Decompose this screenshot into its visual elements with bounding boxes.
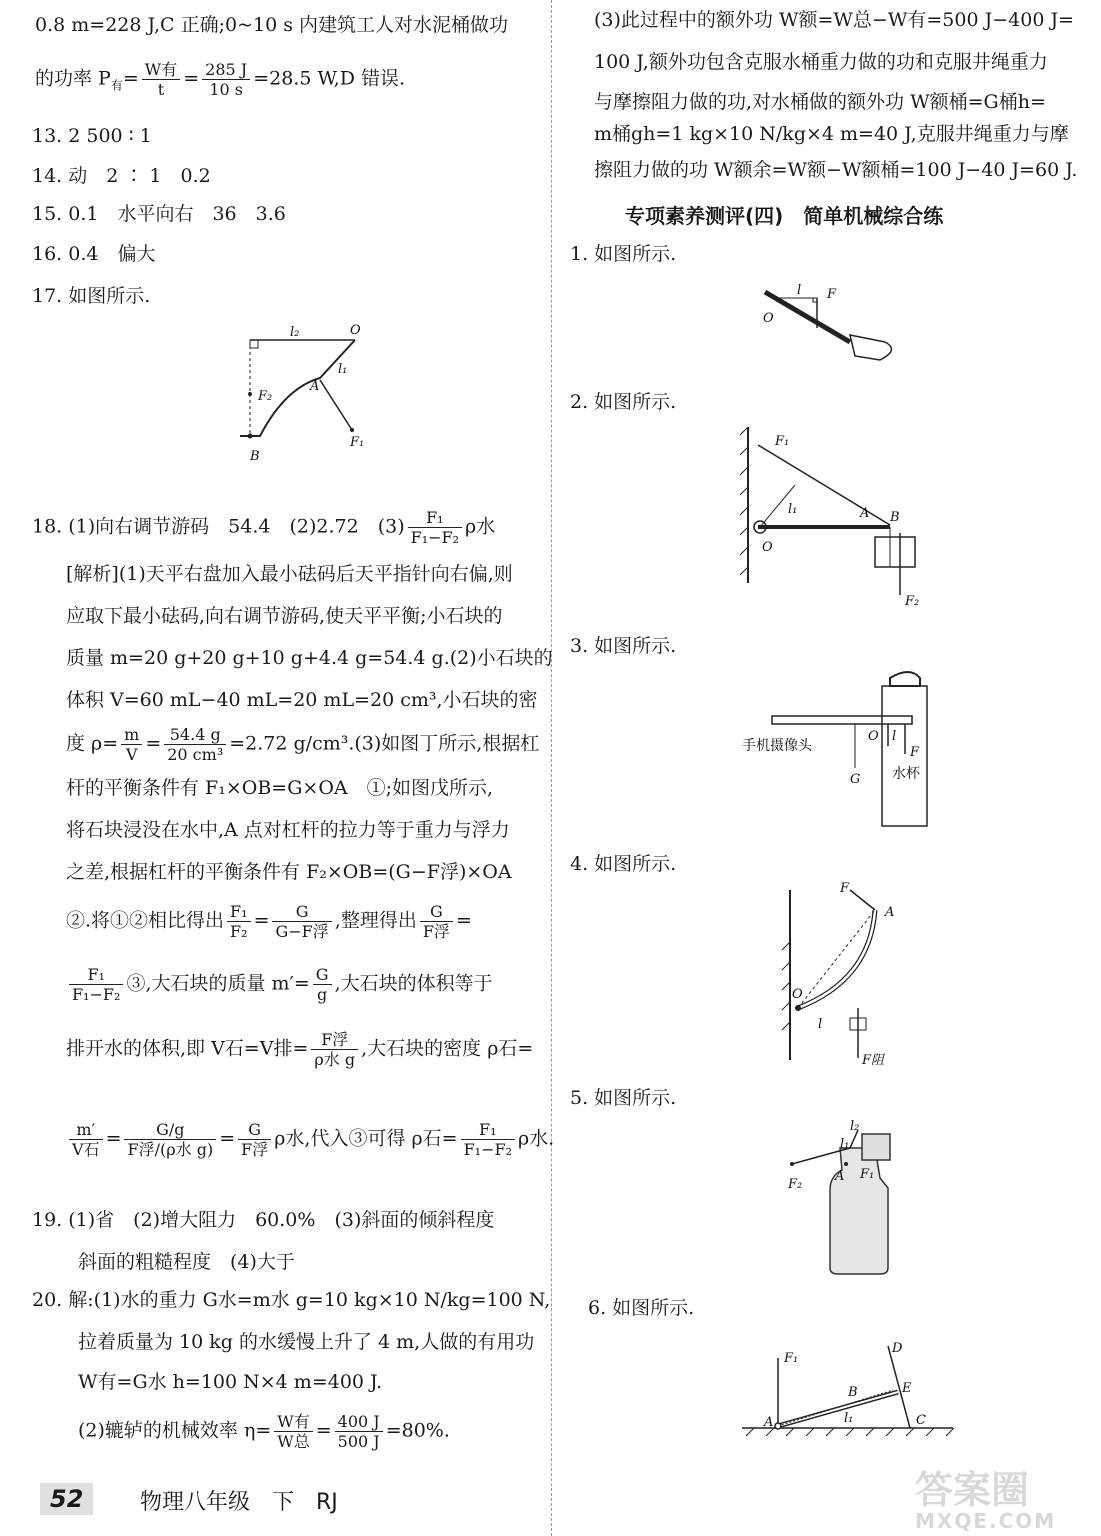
answer-20: 20. 解:(1)水的重力 G水=m水 g=10 kg×10 N/kg=100 N, — [32, 1289, 551, 1311]
problem-2: 2. 如图所示. — [570, 391, 677, 413]
label-C: C — [916, 1413, 926, 1428]
label-l1: l₁ — [788, 502, 798, 517]
explanation-line: [解析](1)天平右盘加入最小砝码后天平指针向右偏,则 — [66, 563, 513, 585]
label-F1: F₁ — [860, 1167, 875, 1182]
answer-16: 16. 0.4 偏大 — [32, 243, 156, 265]
text-line: (3)此过程中的额外功 W额=W总−W有=500 J−400 J= — [594, 9, 1074, 31]
explanation-line: 杆的平衡条件有 F₁×OB=G×OA ①;如图戊所示, — [66, 777, 494, 799]
answer-17: 17. 如图所示. — [32, 285, 151, 307]
label-l1: l₁ — [844, 1411, 854, 1426]
text-line: 擦阻力做的功 W额余=W额−W额桶=100 J−40 J=60 J. — [594, 159, 1078, 181]
answer-13: 13. 2 500 ∶ 1 — [32, 125, 152, 147]
answer-19: 19. (1)省 (2)增大阻力 60.0% (3)斜面的倾斜程度 — [32, 1209, 495, 1231]
label-F2: F₂ — [788, 1177, 803, 1192]
label-F: F — [827, 287, 837, 302]
label-l1: l₁ — [840, 1137, 850, 1152]
text-line: m桶gh=1 kg×10 N/kg×4 m=40 J,克服井绳重力与摩 — [594, 123, 1069, 145]
problem-1: 1. 如图所示. — [570, 243, 677, 265]
problem-5: 5. 如图所示. — [570, 1087, 677, 1109]
section-title: 专项素养测评(四) 简单机械综合练 — [625, 204, 944, 228]
figure-1-shovel — [755, 280, 905, 370]
label-B: B — [890, 510, 900, 525]
label-F1: F₁ — [775, 434, 790, 449]
page-number: 52 — [40, 1483, 93, 1515]
explanation-line: 将石块浸没在水中,A 点对杠杆的拉力等于重力与浮力 — [66, 819, 510, 841]
figure-4-curved-rod — [780, 880, 910, 1070]
density-formula-line: 度 ρ= $\frac{m}{V}$ = $\frac{54.4 g}{\text{20 cm³}}$ =2.72 g/cm³.(3)如图丁所示,根据杠 — [66, 725, 540, 764]
label-F: F — [910, 745, 920, 760]
label-D: D — [892, 1341, 903, 1356]
final-density-line: $\frac{m'}{\text{V石}}$ = $\frac{G/g}{\text{F浮/(ρ水 g)}}$ = $\frac{G}{\text{F浮}}$ ρ水,代入③可得 ρ石= $\frac{\text{F₁}}{\text{F₁−F₂}}$ ρ水. — [66, 1120, 554, 1159]
label-A: A — [835, 1169, 845, 1184]
label-O: O — [350, 323, 361, 338]
answer-20-line: W有=G水 h=100 N×4 m=400 J. — [78, 1371, 383, 1393]
label-F-resist: F阻 — [862, 1053, 885, 1068]
explanation-line: 应取下最小砝码,向右调节游码,使天平平衡;小石块的 — [66, 605, 503, 627]
explanation-line: 质量 m=20 g+20 g+10 g+4.4 g=54.4 g.(2)小石块的 — [66, 647, 553, 669]
label-A: A — [885, 905, 895, 920]
answer-19-cont: 斜面的粗糙程度 (4)大于 — [78, 1251, 295, 1273]
label-F1: F₁ — [350, 435, 365, 450]
watermark: 答案圈 MXQE.COM — [915, 1468, 1057, 1533]
efficiency-formula-line: (2)辘轳的机械效率 η= $\frac{\text{W有}}{\text{W总}}$ = $\frac{400 J}{500 J}$ =80%. — [78, 1412, 450, 1451]
answer-15: 15. 0.1 水平向右 36 3.6 — [32, 203, 286, 225]
problem-6: 6. 如图所示. — [588, 1297, 695, 1319]
answer-14: 14. 动 2 ∶ 1 0.2 — [32, 165, 211, 187]
figure-17 — [230, 318, 380, 468]
text-line: 与摩擦阻力做的功,对水桶做的额外功 W额桶=G桶h= — [594, 91, 1046, 113]
column-divider — [551, 0, 552, 1536]
label-l: l — [797, 283, 802, 298]
label-l: l — [818, 1017, 823, 1032]
mass-formula-line: $\frac{\text{F₁}}{\text{F₁−F₂}}$ ③,大石块的质量 m′= $\frac{G}{g}$ ,大石块的体积等于 — [66, 965, 493, 1004]
label-cup: 水杯 — [892, 766, 920, 782]
label-O: O — [763, 311, 774, 326]
label-F1: F₁ — [784, 1351, 799, 1366]
label-B: B — [848, 1385, 858, 1400]
label-O: O — [762, 540, 773, 555]
figure-5-spray-bottle — [780, 1118, 920, 1278]
label-F2: F₂ — [258, 389, 273, 404]
answer-20-line: 拉着质量为 10 kg 的水缓慢上升了 4 m,人做的有用功 — [78, 1331, 535, 1353]
label-l: l — [892, 729, 897, 744]
label-O: O — [868, 729, 879, 744]
problem-4: 4. 如图所示. — [570, 853, 677, 875]
label-l2: l₂ — [290, 325, 300, 340]
power-formula-line: 的功率 $P_有=$ $\frac{\text{W有}}{t}$ = $\frac{285 J}{10 s}$ =28.5 W,D 错误. — [35, 60, 406, 99]
label-l1: l₁ — [338, 362, 348, 377]
label-F: F — [840, 881, 850, 896]
label-B: B — [250, 449, 260, 464]
explanation-line: 之差,根据杠杆的平衡条件有 F₂×OB=(G−F浮)×OA — [66, 861, 512, 883]
ratio-formula-line: ②.将①②相比得出 $\frac{\text{F₁}}{\text{F₂}}$ = $\frac{G}{\text{G−F浮}}$ ,整理得出 $\frac{G}{\text{F浮}}$ = — [66, 902, 472, 941]
label-F2: F₂ — [905, 594, 920, 609]
explanation-line: 体积 V=60 mL−40 mL=20 mL=20 cm³,小石块的密 — [66, 689, 538, 711]
text-line: 0.8 m=228 J,C 正确;0~10 s 内建筑工人对水泥桶做功 — [35, 14, 509, 36]
label-A: A — [860, 506, 870, 521]
footer-title: 物理八年级 下 RJ — [140, 1490, 338, 1515]
label-l2: l₂ — [850, 1119, 860, 1134]
label-E: E — [902, 1381, 912, 1396]
label-A: A — [310, 379, 320, 394]
problem-3: 3. 如图所示. — [570, 635, 677, 657]
answer-18: 18. (1)向右调节游码 54.4 (2)2.72 (3) $\frac{\text{F₁}}{\text{F₁−F₂}}$ ρ水 — [32, 508, 496, 547]
figure-3-phone-holder — [740, 668, 940, 828]
label-camera: 手机摄像头 — [742, 738, 812, 754]
volume-formula-line: 排开水的体积,即 V石=V排= $\frac{\text{F浮}}{\text{ρ水 g}}$ ,大石块的密度 ρ石= — [66, 1030, 534, 1069]
figure-2-wall-bracket — [740, 425, 930, 610]
figure-6-lever — [738, 1340, 958, 1450]
text-line: 100 J,额外功包含克服水桶重力做的功和克服井绳重力 — [594, 51, 1048, 73]
label-O: O — [792, 987, 803, 1002]
label-A: A — [764, 1415, 774, 1430]
label-G: G — [850, 772, 861, 787]
